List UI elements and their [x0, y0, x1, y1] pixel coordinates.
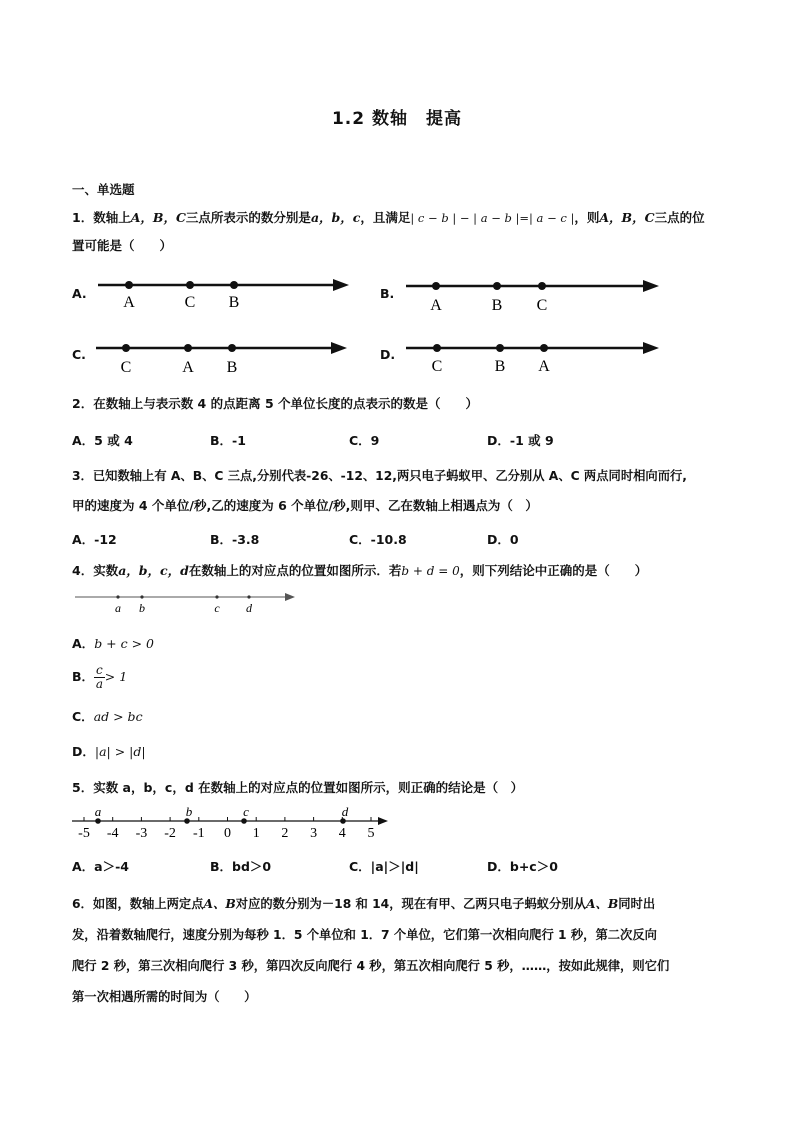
q5-point-b: b: [185, 804, 193, 819]
q1b-point-3: C: [536, 297, 548, 314]
q1c-point-2: A: [182, 359, 194, 376]
q5-option-d[interactable]: D．b+c＞0: [487, 859, 558, 874]
q5-tick-label: 5: [367, 826, 375, 841]
q6-line3: 爬行 2 秒，第三次相向爬行 3 秒，第四次反向爬行 4 秒，第五次相向爬行 5 秒，……，按如此规律，则它们: [72, 959, 670, 973]
q5-tick-label: -5: [78, 826, 90, 841]
q2-option-c[interactable]: C．9: [349, 433, 380, 448]
q5-tick-label: -4: [106, 826, 119, 841]
q3-option-d[interactable]: D．0: [487, 532, 519, 547]
q3-option-b[interactable]: B．-3.8: [210, 532, 260, 547]
q6-line4: 第一次相遇所需的时间为（ ）: [72, 990, 257, 1004]
q1d-point-3: A: [538, 358, 550, 375]
q4-condition: b + d = 0: [401, 564, 460, 578]
q1-condition-formula: | c − b | − | a − b |=| a − c |: [410, 211, 575, 225]
q6-line2: 发，沿着数轴爬行，速度分别为每秒 1．5 个单位和 1．7 个单位，它们第一次相向爬行 1 秒，第二次反向: [72, 928, 657, 942]
q5-numberline: [70, 802, 392, 842]
q1-option-a-label[interactable]: A.: [72, 286, 87, 301]
q1-option-d-label[interactable]: D.: [380, 347, 396, 362]
q1-option-c-label[interactable]: C.: [72, 347, 86, 362]
q1-stem-line2: 置可能是（ ）: [72, 238, 173, 253]
q5-tick-label: 4: [338, 826, 346, 841]
q4-option-c[interactable]: C．ad > bc: [72, 709, 143, 724]
q3-stem-line2: 甲的速度为 4 个单位/秒,乙的速度为 6 个单位/秒,则甲、乙在数轴上相遇点为（ ）: [72, 498, 538, 513]
q1b-point-1: A: [430, 297, 442, 314]
q1-option-d-numberline: [403, 337, 665, 379]
q1a-point-1: A: [123, 294, 135, 311]
page-title: 1.2 数轴 提高: [331, 109, 463, 129]
q1d-point-2: B: [494, 358, 506, 375]
q1c-point-1: C: [120, 359, 132, 376]
q5-tick-label: -3: [135, 826, 148, 841]
q5-point-c: c: [243, 804, 249, 819]
q4-option-d[interactable]: D．|a| > |d|: [72, 744, 146, 759]
q2-option-a[interactable]: A．5 或 4: [72, 433, 133, 448]
q4-point-a: a: [115, 601, 121, 615]
q5-tick-label: 2: [281, 826, 289, 841]
q1-option-b-numberline: [403, 275, 665, 317]
q3-stem-line1: 3．已知数轴上有 A、B、C 三点,分别代表-26、-12、12,两只电子蚂蚁甲、乙分别从 A、C 两点同时相向而行,: [72, 469, 687, 483]
q4-numberline: [73, 590, 303, 616]
q5-tick-label: -2: [164, 826, 176, 841]
q4-point-d: d: [246, 601, 252, 615]
q1c-point-3: B: [226, 359, 238, 376]
q1-option-c-numberline: [93, 337, 353, 379]
q4-optb-fraction: $\frac{c}{a}$: [95, 663, 103, 691]
q5-tick-label: 3: [310, 826, 318, 841]
q5-point-d: d: [341, 804, 349, 819]
q1d-point-1: C: [431, 358, 443, 375]
q2-option-b[interactable]: B．-1: [210, 433, 246, 448]
q2-stem: 2．在数轴上与表示数 4 的点距离 5 个单位长度的点表示的数是（ ）: [72, 396, 479, 411]
q1-stem-line1: 1．数轴上A，B，C三点所表示的数分别是a，b，c，且满足| c − b | − | a − b |=| a − c |，则A，B，C三点的位: [72, 210, 705, 225]
q5-option-a[interactable]: A．a＞-4: [72, 859, 129, 874]
section-heading: 一、单选题: [72, 182, 135, 197]
q6-line1: 6．如图，数轴上两定点A、B对应的数分别为－18 和 14，现在有甲、乙两只电子蚂蚁分别从A、B同时出: [72, 896, 656, 911]
q3-option-a[interactable]: A．-12: [72, 532, 117, 547]
q5-stem: 5．实数 a，b，c，d 在数轴上的对应点的位置如图所示，则正确的结论是（ ）: [72, 780, 524, 795]
q5-option-c[interactable]: C．|a|＞|d|: [349, 859, 419, 874]
q5-tick-label: -1: [192, 826, 205, 841]
q1a-point-3: B: [228, 294, 240, 311]
q3-option-c[interactable]: C．-10.8: [349, 532, 407, 547]
q1b-point-2: B: [491, 297, 503, 314]
q1-option-a-numberline: [95, 274, 355, 314]
q4-stem: 4．实数a，b，c，d在数轴上的对应点的位置如图所示．若b + d = 0，则下列结论中正确的是（ ）: [72, 563, 648, 578]
q1a-point-2: C: [184, 294, 196, 311]
q4-point-c: c: [214, 601, 220, 615]
q5-tick-label: 0: [224, 826, 231, 841]
q4-option-b[interactable]: B． $\frac{c}{a}$ > 1: [72, 663, 128, 691]
q2-option-d[interactable]: D．-1 或 9: [487, 433, 554, 448]
q4-option-a[interactable]: A．b + c > 0: [72, 636, 154, 651]
q1-option-b-label[interactable]: B.: [380, 286, 395, 301]
q5-point-a: a: [94, 804, 102, 819]
q5-tick-label: 1: [252, 826, 260, 841]
q5-option-b[interactable]: B．bd＞0: [210, 859, 272, 874]
q4-point-b: b: [139, 601, 145, 615]
